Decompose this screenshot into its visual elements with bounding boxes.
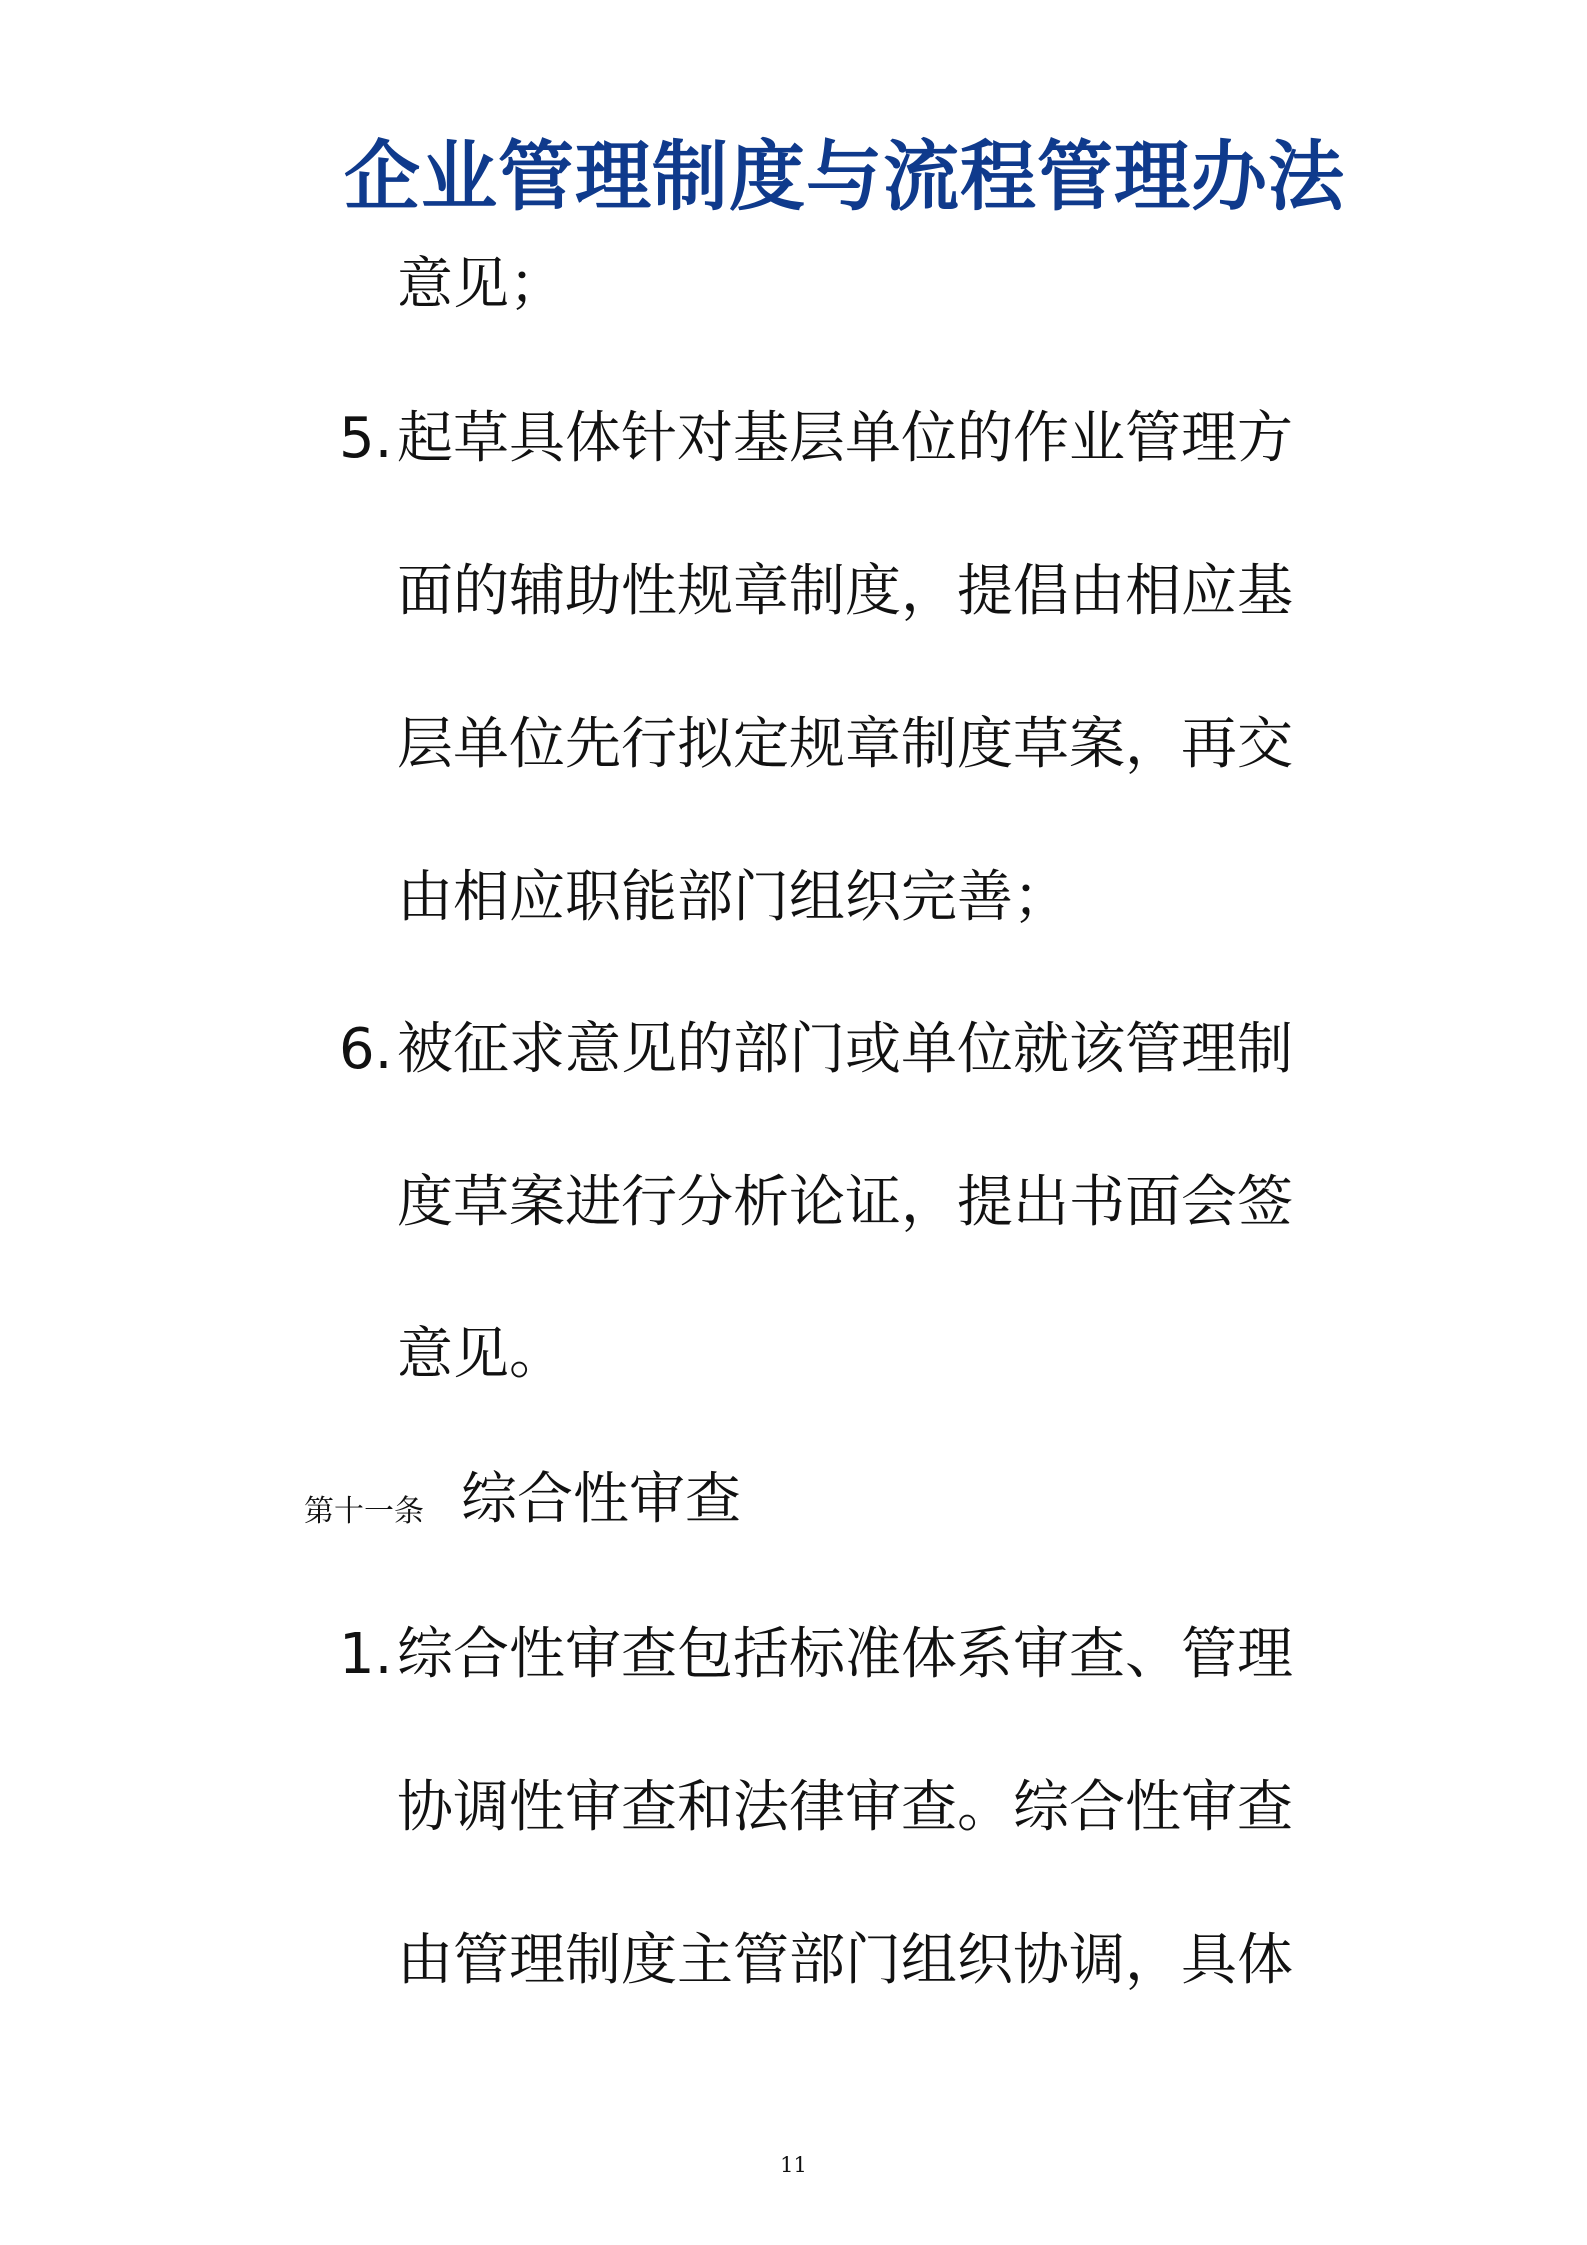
body-line: 意见。 — [397, 1322, 565, 1387]
body-line: 由相应职能部门组织完善； — [397, 865, 1069, 930]
list-item-number: 1. — [339, 1622, 393, 1687]
list-item-6-line — [339, 1015, 1293, 1085]
list-item-1-line — [339, 1620, 1293, 1690]
page-number: 11 — [780, 2153, 807, 2177]
list-item-text: 综合性审查包括标准体系审查、管理 — [397, 1622, 1293, 1687]
body-line: 协调性审查和法律审查。综合性审查 — [397, 1775, 1293, 1840]
document-title: 企业管理制度与流程管理办法 — [344, 132, 1345, 221]
list-item-5-line — [339, 404, 1293, 474]
article-heading: 综合性审查 — [461, 1467, 741, 1532]
body-line: 度草案进行分析论证，提出书面会签 — [397, 1170, 1293, 1235]
article-number: 第十一条 — [304, 1494, 424, 1529]
body-line: 面的辅助性规章制度，提倡由相应基 — [397, 559, 1293, 624]
list-item-number: 6. — [339, 1017, 393, 1082]
list-item-text: 起草具体针对基层单位的作业管理方 — [397, 406, 1293, 471]
list-item-text: 被征求意见的部门或单位就该管理制 — [397, 1017, 1293, 1082]
list-item-number: 5. — [339, 406, 393, 471]
body-line: 层单位先行拟定规章制度草案，再交 — [397, 712, 1293, 777]
body-line: 意见； — [397, 252, 565, 317]
body-line: 由管理制度主管部门组织协调，具体 — [397, 1928, 1293, 1993]
